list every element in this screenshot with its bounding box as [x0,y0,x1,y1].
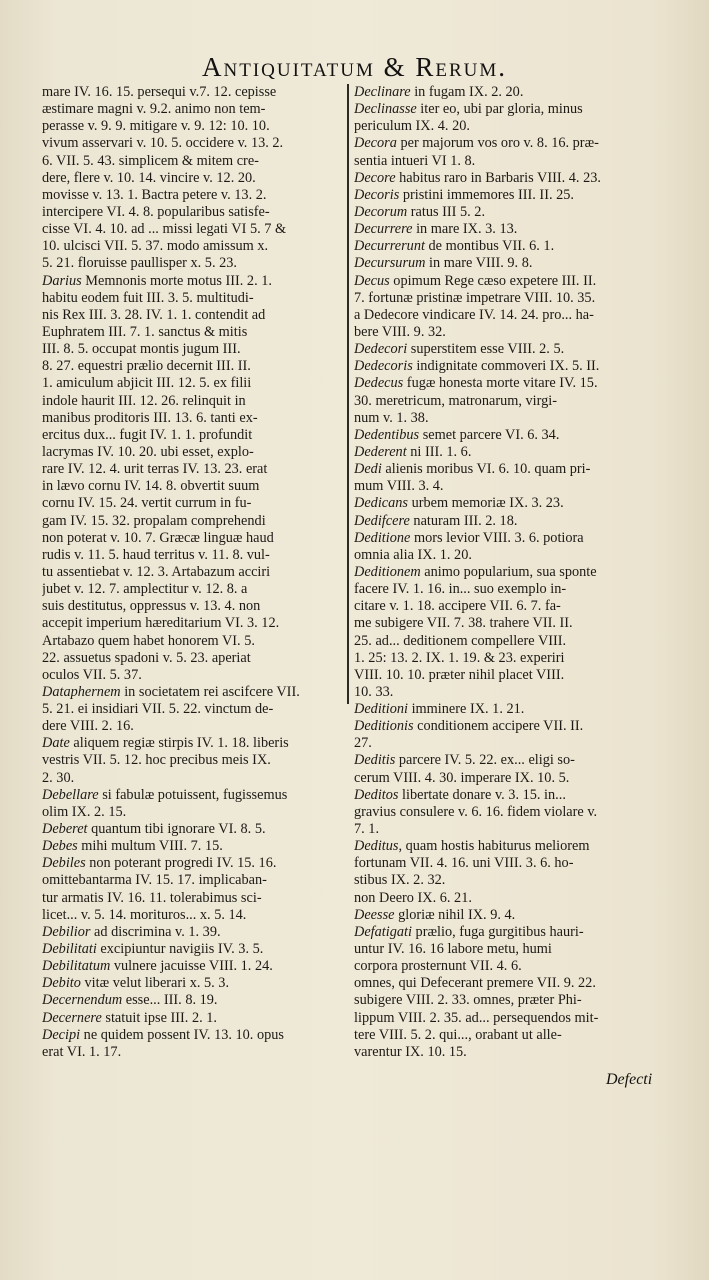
index-line [42,273,342,290]
index-text: in fugam IX. 2. 20. [410,84,524,100]
index-text: fugæ honesta morte vitare IV. 15. [403,375,598,392]
index-text: subigere VIII. 2. 33. omnes, præter Phi- [354,992,582,1009]
index-line [354,975,664,992]
index-text: corpora prosternunt VII. 4. 6. [354,958,522,975]
index-line [42,478,342,495]
index-line [42,341,342,358]
index-text: omnia alia IX. 1. 20. [354,546,472,563]
index-text: 7. fortunæ pristinæ impetrare VIII. 10. 35. [354,289,596,306]
index-headword: Deditionis [354,718,414,735]
index-line [42,855,342,872]
index-text: tere VIII. 5. 2. qui..., orabant ut alle- [354,1026,562,1043]
catchword: Defecti [606,1071,653,1088]
index-line [354,135,664,152]
index-text: perasse v. 9. 9. mitigare v. 9. 12: 10. 10. [42,118,270,135]
index-headword: Dedi [354,461,382,478]
index-column-left [42,84,342,1061]
index-line [354,101,664,118]
index-text: pristini immemores III. II. 25. [399,186,574,203]
index-line [42,650,342,667]
index-text: stibus IX. 2. 32. [354,872,446,889]
index-line [42,992,342,1009]
running-header: Antiquitatum & Rerum. [202,52,507,82]
index-text: mare IV. 16. 15. persequi v.7. 12. cepisse [42,84,277,100]
index-line [42,752,342,769]
index-line [42,872,342,889]
index-text: dere, flere v. 10. 14. vincire v. 12. 20. [42,169,256,186]
index-line [354,1044,664,1061]
index-text: superstitem esse VIII. 2. 5. [407,341,565,358]
index-line [354,667,664,684]
index-line [354,838,664,855]
index-column-right [354,84,664,1061]
index-headword: Decernendum [42,992,123,1009]
index-line [354,701,664,718]
index-text: gam IV. 15. 32. propalam comprehendi [42,512,266,529]
index-line [354,924,664,941]
index-line [42,324,342,341]
index-text: tu assentiebat v. 12. 3. Artabazum acciri [42,563,271,580]
index-headword: Deditione [354,529,411,546]
index-line [354,530,664,547]
index-line [354,410,664,427]
index-text: vestris VII. 5. 12. hoc precibus meis IX. [42,752,271,769]
index-text: cisse VI. 4. 10. ad ... missi legati VI 5. 7 & [42,221,287,238]
index-text: iter eo, ubi par gloria, minus [416,101,583,118]
index-text: vitæ velut liberari x. 5. 3. [80,975,230,992]
index-headword: Deditos [354,786,399,803]
index-text: si fabulæ potuissent, fugissemus [98,786,288,803]
index-text: ad discrimina v. 1. 39. [90,923,221,940]
index-line [354,598,664,615]
index-line [354,204,664,221]
index-text: manibus proditoris III. 13. 6. tanti ex- [42,409,258,426]
index-text: æstimare magni v. 9.2. animo non tem- [42,101,266,118]
index-text: opimum Rege cæso expetere III. II. [389,272,597,289]
index-line [354,1027,664,1044]
index-headword: Date [42,735,70,752]
index-line [354,650,664,667]
index-line [354,821,664,838]
index-text: de montibus VII. 6. 1. [424,238,555,255]
index-line [42,941,342,958]
index-text: habitus raro in Barbaris VIII. 4. 23. [395,169,601,186]
index-headword: Dedecoris [354,358,413,375]
index-line [42,495,342,512]
index-headword: Declinasse [354,101,417,118]
index-line [42,890,342,907]
index-headword: Decernere [42,1009,102,1026]
index-headword: Decoris [354,186,400,203]
index-line [42,118,342,135]
index-text: 1. amiculum abjicit III. 12. 5. ex filii [42,375,252,392]
index-line [42,101,342,118]
index-headword: Decora [354,135,397,152]
index-line [354,84,664,101]
index-headword: Dataphernem [42,683,121,700]
index-text: omnes, qui Defecerant premere VII. 9. 22. [354,975,596,992]
index-text: III. 8. 5. occupat montis jugum III. [42,341,241,358]
index-text: omittebantarma IV. 15. 17. implicaban- [42,872,267,889]
index-line [42,393,342,410]
index-text: in mare VIII. 9. 8. [425,255,533,272]
index-line [354,358,664,375]
index-headword: Dedentibus [354,426,420,443]
index-headword: Debilior [42,923,91,940]
index-line [42,513,342,530]
index-line [354,633,664,650]
index-line [42,1010,342,1027]
index-text: Artabazo quem habet honorem VI. 5. [42,632,255,649]
index-headword: Deberet [42,821,88,838]
index-headword: Dedifcere [354,512,410,529]
index-line [42,170,342,187]
index-headword: Debilitati [42,941,97,958]
index-line [42,410,342,427]
index-headword: Decurrere [354,221,413,238]
index-line [354,290,664,307]
index-text: VIII. 10. 10. præter nihil placet VIII. [354,666,565,683]
index-line [354,564,664,581]
index-line [354,393,664,410]
index-text: 10. 33. [354,683,394,700]
index-line [42,547,342,564]
index-text: cornu IV. 15. 24. vertit currum in fu- [42,495,252,512]
index-text: 5. 21. ei insidiari VII. 5. 22. vinctum de- [42,701,274,718]
index-line [354,461,664,478]
index-text: lippum VIII. 2. 35. ad... persequendos mit- [354,1009,599,1026]
index-text: conditionem accipere VII. II. [413,718,584,735]
index-line [354,324,664,341]
index-headword: Dedicans [354,495,408,512]
index-headword: Declinare [354,84,411,100]
index-line [354,375,664,392]
index-line [42,633,342,650]
index-line [354,907,664,924]
index-text: imminere IX. 1. 21. [408,701,525,718]
index-text: indignitate commoveri IX. 5. II. [412,358,600,375]
index-text: gravius consulere v. 6. 16. fidem violare v. [354,803,598,820]
index-text: 6. VII. 5. 43. simplicem & mitem cre- [42,152,259,169]
index-line [354,770,664,787]
index-line [42,1044,342,1061]
index-text: , quam hostis habiturus meliorem [398,838,590,855]
index-line [354,804,664,821]
index-line [354,478,664,495]
index-text: in lævo cornu IV. 14. 8. obvertit suum [42,478,260,495]
index-text: 10. ulcisci VII. 5. 37. modo amissum x. [42,238,269,255]
index-line [42,907,342,924]
index-text: 7. 1. [354,821,380,838]
index-line [42,804,342,821]
index-line [354,941,664,958]
index-line [354,735,664,752]
index-line [42,701,342,718]
index-line [354,615,664,632]
index-text: me subigere VII. 7. 38. trahere VII. II. [354,615,573,632]
index-line [354,238,664,255]
index-line [42,1027,342,1044]
index-text: movisse v. 13. 1. Bactra petere v. 13. 2. [42,186,267,203]
index-line [42,735,342,752]
index-text: rare IV. 12. 4. urit terras IV. 13. 23. erat [42,461,268,478]
index-line [354,273,664,290]
index-line [354,513,664,530]
index-text: bere VIII. 9. 32. [354,323,446,340]
index-line [42,461,342,478]
index-line [354,221,664,238]
index-headword: Deesse [354,906,395,923]
index-headword: Decore [354,169,396,186]
index-line [42,598,342,615]
index-line [354,341,664,358]
index-line [42,838,342,855]
index-line [42,684,342,701]
index-text: parcere IV. 5. 22. ex... eligi so- [395,752,575,769]
index-text: in mare IX. 3. 13. [412,221,518,238]
index-line [354,307,664,324]
index-text: esse... III. 8. 19. [122,992,218,1009]
column-divider [347,84,349,704]
index-text: Euphratem III. 7. 1. sanctus & mitis [42,323,248,340]
index-headword: Debes [42,838,78,855]
index-headword: Defatigati [354,923,412,940]
index-headword: Debilitatum [42,958,111,975]
index-text: vivum asservari v. 10. 5. occidere v. 13. 2. [42,135,284,152]
index-text: habitu eodem fuit III. 3. 5. multitudi- [42,289,254,306]
index-text: semet parcere VI. 6. 34. [419,426,560,443]
index-text: 30. meretricum, matronarum, virgi- [354,392,558,409]
index-line [354,427,664,444]
index-text: num v. 1. 38. [354,409,429,426]
index-headword: Debellare [42,786,99,803]
index-line [42,290,342,307]
index-headword: Deditionem [354,563,421,580]
index-headword: Decursurum [354,255,426,272]
index-text: ni III. 1. 6. [406,443,472,460]
index-text: lacrymas IV. 10. 20. ubi esset, explo- [42,443,254,460]
index-line [354,118,664,135]
index-line [354,153,664,170]
index-headword: Decurrerunt [354,238,425,255]
index-line [354,752,664,769]
index-text: 25. ad... deditionem compellere VIII. [354,632,567,649]
index-line [42,667,342,684]
index-text: excipiuntur navigiis IV. 3. 5. [96,941,264,958]
index-headword: Dederent [354,443,407,460]
index-line [354,1010,664,1027]
index-line [42,821,342,838]
index-line [42,255,342,272]
index-text: rudis v. 11. 5. haud territus v. 11. 8. vul- [42,546,270,563]
index-text: quantum tibi ignorare VI. 8. 5. [87,821,266,838]
index-text: mors levior VIII. 3. 6. potiora [410,529,584,546]
index-line [42,221,342,238]
index-text: Memnonis morte motus III. 2. 1. [81,272,272,289]
index-line [42,564,342,581]
index-headword: Dedecori [354,341,408,358]
index-text: non poterant progredi IV. 15. 16. [85,855,277,872]
index-line [354,684,664,701]
index-line [42,770,342,787]
index-text: non poterat v. 10. 7. Græcæ linguæ haud [42,529,274,546]
index-text: untur IV. 16. 16 labore metu, humi [354,941,552,958]
index-line [42,375,342,392]
index-text: dere VIII. 2. 16. [42,718,134,735]
index-text: licet... v. 5. 14. morituros... x. 5. 14. [42,906,247,923]
index-line [42,787,342,804]
index-headword: Dedecus [354,375,404,392]
index-text: indole haurit III. 12. 26. relinquit in [42,392,246,409]
index-text: a Dedecore vindicare IV. 14. 24. pro... ha- [354,306,594,323]
index-text: non Deero IX. 6. 21. [354,889,472,906]
index-line [42,718,342,735]
index-text: fortunam VII. 4. 16. uni VIII. 3. 6. ho- [354,855,574,872]
index-line [354,255,664,272]
index-text: prælio, fuga gurgitibus hauri- [411,923,584,940]
index-text: naturam III. 2. 18. [409,512,518,529]
index-text: 5. 21. floruisse paullisper x. 5. 23. [42,255,237,272]
index-text: vulnere jacuisse VIII. 1. 24. [110,958,273,975]
index-line [354,187,664,204]
index-text: 8. 27. equestri prælio decernit III. II. [42,358,251,375]
index-headword: Deditus [354,838,399,855]
index-line [354,718,664,735]
index-text: ne quidem possent IV. 13. 10. opus [80,1026,284,1043]
index-line [42,924,342,941]
index-text: in societatem rei ascifcere VII. [120,683,300,700]
index-line [354,444,664,461]
index-line [354,992,664,1009]
index-headword: Deditioni [354,701,409,718]
index-line [354,890,664,907]
index-text: mihi multum VIII. 7. 15. [77,838,223,855]
index-text: alienis moribus VI. 6. 10. quam pri- [381,461,591,478]
index-line [354,958,664,975]
index-text: facere IV. 1. 16. in... suo exemplo in- [354,581,567,598]
index-line [354,581,664,598]
index-line [42,187,342,204]
index-line [42,238,342,255]
index-line [42,153,342,170]
index-text: 27. [354,735,372,752]
index-line [42,444,342,461]
index-text: ercitus dux... fugit IV. 1. 1. profundit [42,426,253,443]
index-text: oculos VII. 5. 37. [42,666,142,683]
index-line [42,958,342,975]
index-text: cerum VIII. 4. 30. imperare IX. 10. 5. [354,769,570,786]
index-line [42,975,342,992]
index-headword: Decus [354,272,390,289]
index-text: sentia intueri VI 1. 8. [354,152,476,169]
index-text: 1. 25: 13. 2. IX. 1. 19. & 23. experiri [354,649,565,666]
index-text: aliquem regiæ stirpis IV. 1. 18. liberis [69,735,289,752]
index-text: intercipere VI. 4. 8. popularibus satisfe- [42,203,270,220]
index-line [42,581,342,598]
index-text: urbem memoriæ IX. 3. 23. [408,495,564,512]
index-line [354,170,664,187]
index-text: erat VI. 1. 17. [42,1043,122,1060]
index-line [42,307,342,324]
index-text: periculum IX. 4. 20. [354,118,470,135]
index-text: accepit imperium hæreditarium VI. 3. 12. [42,615,280,632]
index-text: olim IX. 2. 15. [42,803,127,820]
index-headword: Decorum [354,203,408,220]
index-line [42,530,342,547]
index-line [354,855,664,872]
index-text: ratus III 5. 2. [407,203,486,220]
index-text: mum VIII. 3. 4. [354,478,444,495]
index-headword: Debiles [42,855,86,872]
index-text: animo popularium, sua sponte [420,563,597,580]
index-line [354,787,664,804]
index-line [42,358,342,375]
index-text: suis destitutus, oppressus v. 13. 4. non [42,598,261,615]
index-headword: Debito [42,975,81,992]
index-text: 2. 30. [42,769,75,786]
index-text: 22. assuetus spadoni v. 5. 23. aperiat [42,649,251,666]
index-line [354,872,664,889]
index-headword: Deditis [354,752,396,769]
index-text: varentur IX. 10. 15. [354,1043,467,1060]
index-text: libertate donare v. 3. 15. in... [398,786,566,803]
index-text: tur armatis IV. 16. 11. tolerabimus sci- [42,889,262,906]
index-text: nis Rex III. 3. 28. IV. 1. 1. contendit ad [42,306,266,323]
index-line [42,427,342,444]
index-text: gloriæ nihil IX. 9. 4. [394,906,516,923]
index-line [42,204,342,221]
index-text: statuit ipse III. 2. 1. [101,1009,217,1026]
index-line [354,547,664,564]
index-text: per majorum vos oro v. 8. 16. præ- [396,135,599,152]
index-line [42,84,342,101]
index-line [354,495,664,512]
index-headword: Decipi [42,1026,81,1043]
index-line [42,615,342,632]
index-text: citare v. 1. 18. accipere VII. 6. 7. fa- [354,598,561,615]
index-headword: Darius [42,272,82,289]
index-text: jubet v. 12. 7. amplectitur v. 12. 8. a [42,581,248,598]
index-line [42,135,342,152]
